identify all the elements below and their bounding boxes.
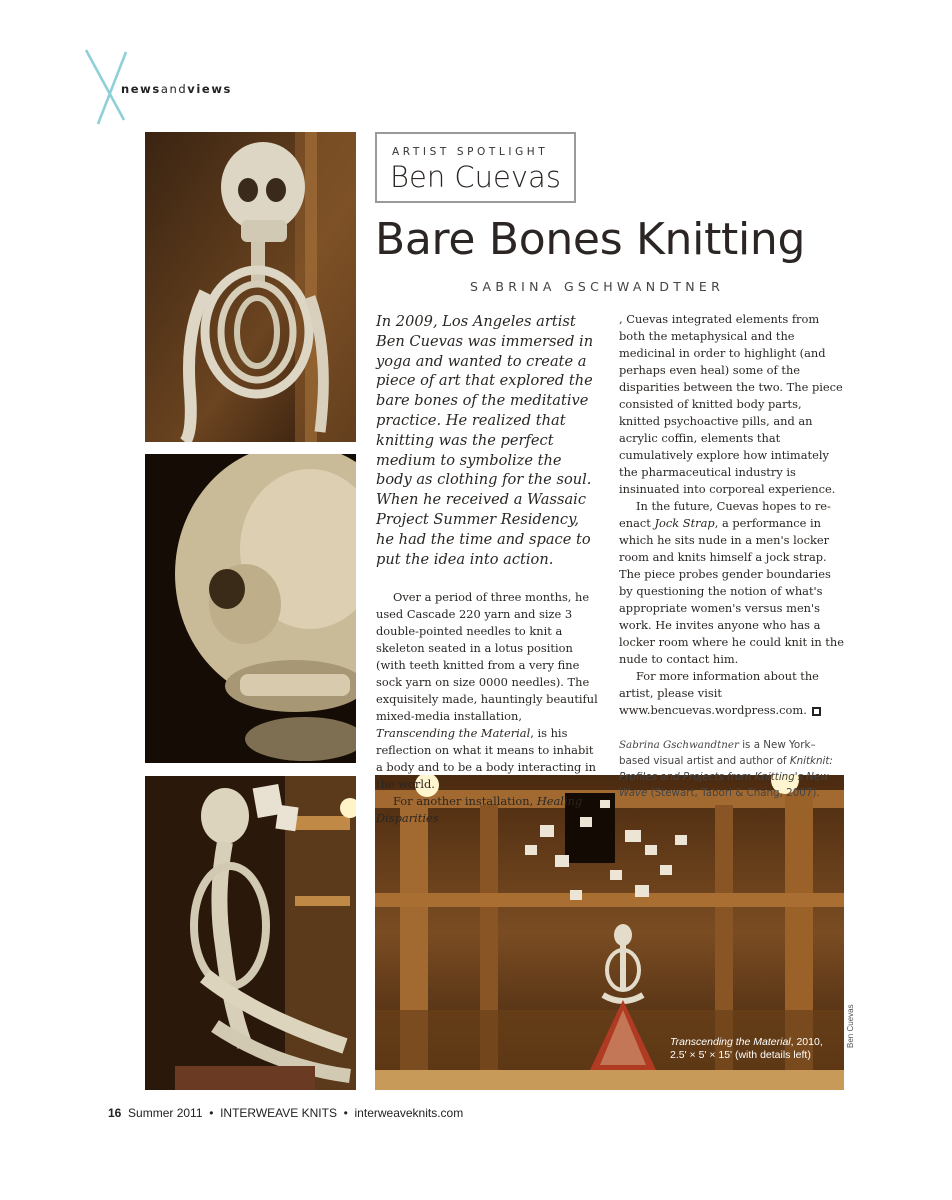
photo-caption: Transcending the Material, 2010, 2.5' × 5' × 15' (with details left) (670, 1036, 823, 1061)
section-label: newsandviews (121, 82, 233, 96)
end-mark-icon (812, 707, 821, 716)
spotlight-artist-name: Ben Cuevas (390, 160, 561, 194)
photo-skull-closeup (145, 454, 356, 763)
article-byline: SABRINA GSCHWANDTNER (470, 279, 725, 294)
body-paragraph-2: For another installation, Healing Disparities (376, 794, 583, 826)
author-bio: Sabrina Gschwandtner is a New York–based visual artist and author of Knitknit: Profiles and Projects from Knitting's New Wave (Stewart, Tabori & Chang, 2007). (619, 739, 833, 799)
body-paragraph-2-continued: , Cuevas integrated elements from both the metaphysical and the medicinal in order to highlight (and perhaps even heal) some of the disparities between the two. The piece consisted of knitted body parts, knitted psychoactive pills, and an acrylic coffin, elements that cumulatively explore how intimately the pharmaceutical industry is insinuated into corporeal experience. (619, 312, 843, 496)
photo-credit: Ben Cuevas (846, 1004, 855, 1048)
article-title: Bare Bones Knitting (375, 214, 806, 265)
article-deck: In 2009, Los Angeles artist Ben Cuevas was immersed in yoga and wanted to create a piece of art that explored the bare bones of the meditative practice. He realized that knitting was the perfect medium to symbolize the body as clothing for the soul. When he received a Wassaic Project Summer Residency, he had the time and space to put the idea into action. (376, 313, 594, 568)
column-left (376, 312, 600, 827)
photo-skeleton-portrait (145, 132, 356, 442)
body-paragraph-3: In the future, Cuevas hopes to re-enact Jock Strap, a performance in which he sits nude in a men's locker room and knits himself a jock strap. The piece probes gender boundaries by questioning the notion of what's appropriate women's versus men's work. He invites anyone who has a locker room where he could knit in the nude to contact him. (619, 499, 844, 666)
body-paragraph-1: Over a period of three months, he used Cascade 220 yarn and size 3 double-pointed needles to knit a skeleton seated in a lotus position (with teeth knitted from a very fine sock yarn on size 0000 needles). The exquisitely made, hauntingly beautiful mixed-media installation, Transcending the Material, is his reflection on what it means to inhabit a body and to be a body interacting in the world. (376, 590, 598, 792)
spotlight-kicker: ARTIST SPOTLIGHT (392, 146, 549, 158)
column-right (619, 311, 844, 811)
page-footer: 16 Summer 2011 • INTERWEAVE KNITS • interweaveknits.com (108, 1106, 464, 1120)
artist-spotlight-box (375, 132, 576, 203)
photo-skeleton-side (145, 776, 356, 1090)
body-paragraph-4: For more information about the artist, please visit www.bencuevas.wordpress.com. (619, 669, 819, 717)
